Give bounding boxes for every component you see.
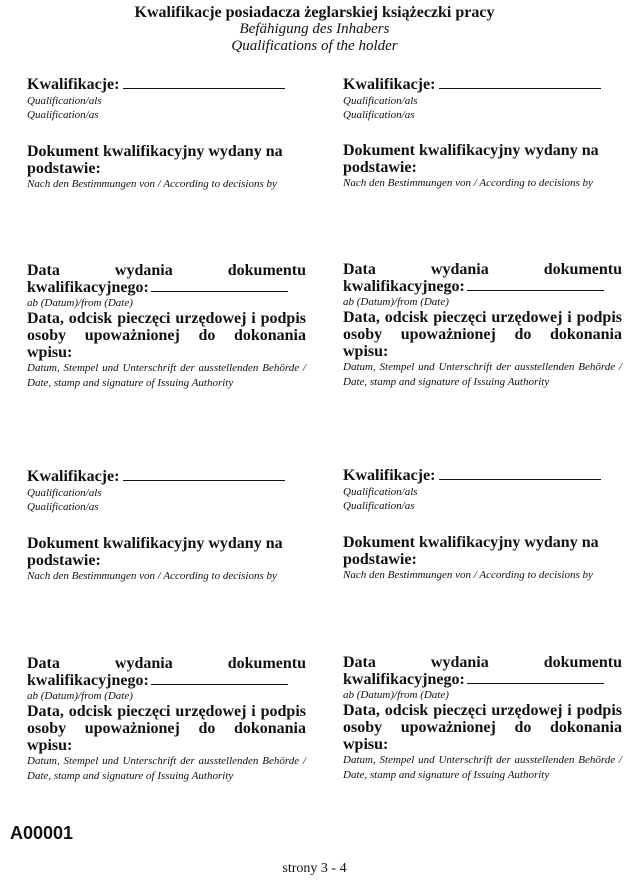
document-basis-sub: Nach den Bestimmungen von / According to decisions by bbox=[343, 177, 593, 189]
document-basis-label: Dokument kwalifikacyjny wydany na podstawie: bbox=[343, 142, 599, 176]
issue-date-label-cont: kwalifikacyjnego: bbox=[27, 672, 149, 689]
title-english: Qualifications of the holder bbox=[231, 38, 398, 54]
issue-date-input-line bbox=[467, 671, 604, 684]
issue-date-label-cont: kwalifikacyjnego: bbox=[343, 671, 465, 688]
section-top-left bbox=[27, 0, 306, 440]
qualification-sub-de: Qualification/als bbox=[27, 487, 102, 499]
qualification-sub-en: Qualification/as bbox=[343, 500, 415, 512]
document-basis-label: Dokument kwalifikacyjny wydany na podstawie: bbox=[343, 534, 599, 568]
qualification-label: Kwalifikacje: bbox=[27, 76, 120, 93]
section-top-right bbox=[343, 0, 622, 440]
document-basis-sub: Nach den Bestimmungen von / According to decisions by bbox=[343, 569, 593, 581]
document-basis-field bbox=[343, 534, 622, 583]
qualification-sub-de: Qualification/als bbox=[343, 486, 418, 498]
issue-date-input-line bbox=[151, 279, 288, 292]
qualification-field bbox=[27, 76, 306, 122]
qualification-sub-en: Qualification/as bbox=[27, 501, 99, 513]
document-basis-sub: Nach den Bestimmungen von / According to decisions by bbox=[27, 178, 277, 190]
issue-date-sub: ab (Datum)/from (Date) bbox=[27, 297, 133, 309]
stamp-signature-label: Data, odcisk pieczęci urzędowej i podpis osoby upoważnionej do dokonania wpisu: bbox=[27, 310, 306, 361]
issue-date-sub: ab (Datum)/from (Date) bbox=[27, 690, 133, 702]
issue-date-sub: ab (Datum)/from (Date) bbox=[343, 296, 449, 308]
issue-date-field bbox=[27, 263, 306, 391]
issue-date-label: Data wydania dokumentu bbox=[27, 655, 306, 672]
page-number: strony 3 - 4 bbox=[282, 861, 347, 876]
issue-date-label: Data wydania dokumentu bbox=[27, 262, 306, 279]
qualification-sub-de: Qualification/als bbox=[27, 95, 102, 107]
title-polish: Kwalifikacje posiadacza żeglarskiej książeczki pracy bbox=[134, 4, 495, 21]
qualification-sub-de: Qualification/als bbox=[343, 95, 418, 107]
stamp-signature-sub: Datum, Stempel und Unterschrift der ausstellenden Behörde / Date, stamp and signature of Issuing Authority bbox=[343, 754, 622, 781]
section-bottom-left bbox=[27, 392, 306, 822]
qualification-label: Kwalifikacje: bbox=[343, 467, 436, 484]
stamp-signature-label: Data, odcisk pieczęci urzędowej i podpis osoby upoważnionej do dokonania wpisu: bbox=[343, 309, 622, 360]
issue-date-label-cont: kwalifikacyjnego: bbox=[27, 279, 149, 296]
issue-date-field bbox=[343, 262, 622, 390]
issue-date-input-line bbox=[467, 278, 604, 291]
qualification-sub-en: Qualification/as bbox=[27, 109, 99, 121]
qualification-input-line bbox=[439, 76, 601, 89]
qualification-input-line bbox=[439, 467, 601, 480]
document-basis-label: Dokument kwalifikacyjny wydany na podstawie: bbox=[27, 143, 283, 177]
document-basis-field bbox=[27, 535, 306, 584]
qualification-input-line bbox=[123, 76, 285, 89]
document-basis-field bbox=[27, 143, 306, 192]
issue-date-input-line bbox=[151, 672, 288, 685]
document-basis-sub: Nach den Bestimmungen von / According to decisions by bbox=[27, 570, 277, 582]
document-basis-label: Dokument kwalifikacyjny wydany na podstawie: bbox=[27, 535, 283, 569]
qualification-label: Kwalifikacje: bbox=[343, 76, 436, 93]
stamp-signature-label: Data, odcisk pieczęci urzędowej i podpis osoby upoważnionej do dokonania wpisu: bbox=[343, 702, 622, 753]
stamp-signature-label: Data, odcisk pieczęci urzędowej i podpis osoby upoważnionej do dokonania wpisu: bbox=[27, 703, 306, 754]
issue-date-field bbox=[343, 655, 622, 783]
title-german: Befähigung des Inhabers bbox=[239, 21, 390, 37]
qualification-sub-en: Qualification/as bbox=[343, 109, 415, 121]
qualification-field bbox=[27, 468, 306, 514]
document-code: A00001 bbox=[10, 823, 74, 843]
qualification-field bbox=[343, 76, 622, 122]
issue-date-sub: ab (Datum)/from (Date) bbox=[343, 689, 449, 701]
issue-date-label: Data wydania dokumentu bbox=[343, 654, 622, 671]
section-bottom-right bbox=[343, 392, 622, 822]
stamp-signature-sub: Datum, Stempel und Unterschrift der ausstellenden Behörde / Date, stamp and signature of Issuing Authority bbox=[27, 755, 306, 782]
issue-date-label: Data wydania dokumentu bbox=[343, 261, 622, 278]
qualification-input-line bbox=[123, 468, 285, 481]
qualification-label: Kwalifikacje: bbox=[27, 468, 120, 485]
issue-date-field bbox=[27, 656, 306, 784]
document-basis-field bbox=[343, 142, 622, 191]
stamp-signature-sub: Datum, Stempel und Unterschrift der ausstellenden Behörde / Date, stamp and signature of Issuing Authority bbox=[343, 361, 622, 388]
issue-date-label-cont: kwalifikacyjnego: bbox=[343, 278, 465, 295]
qualification-field bbox=[343, 467, 622, 513]
stamp-signature-sub: Datum, Stempel und Unterschrift der ausstellenden Behörde / Date, stamp and signature of Issuing Authority bbox=[27, 362, 306, 389]
